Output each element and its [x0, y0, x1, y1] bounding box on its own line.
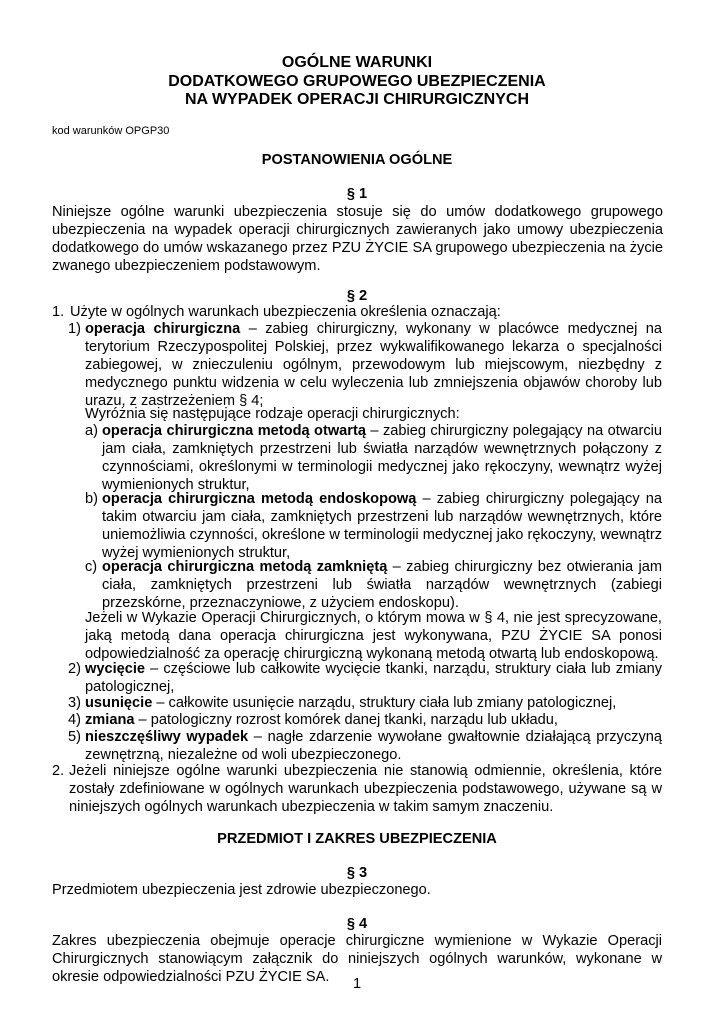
definition-2-body	[85, 660, 662, 696]
definition-4-text: – patologiczny rozrost komórek danej tkanki, narządu lub układu,	[134, 712, 558, 728]
paragraph-1-text: Niniejsze ogólne warunki ubezpieczenia stosuje się do umów dodatkowego grupowego ubezpieczenia na wypadek operacji chirurgicznych zawieranych jako umowy ubezpieczenia dodatkowego do umów wskazanego przez PZU ŻYCIE SA grupowego ubezpieczenia na życie zwanego ubezpieczeniem podstawowym.	[52, 204, 663, 274]
definition-3-number: 3)	[68, 695, 81, 711]
definition-5-body	[85, 728, 662, 764]
type-c-text: – zabieg chirurgiczny bez otwierania jam ciała, zamkniętych przestrzeni lub światła narządów wewnętrznych (zabiegi przezskórne, przeznaczyniowe, z użyciem endoskopu).	[102, 559, 662, 611]
definition-4-term: zmiana	[85, 712, 135, 728]
title-line-1: OGÓLNE WARUNKI	[281, 54, 433, 71]
definition-4-body	[85, 711, 662, 729]
definition-2-term: wycięcie	[85, 661, 146, 677]
definition-3-text: – całkowite usunięcie narządu, struktury ciała lub zmiany patologicznej,	[152, 695, 617, 711]
paragraph-3-text: Przedmiotem ubezpieczenia jest zdrowie ubezpieczonego.	[52, 882, 431, 898]
type-a-term: operacja chirurgiczna metodą otwartą	[102, 423, 366, 439]
definition-3-term: usunięcie	[85, 695, 153, 711]
definition-1-intro: Wyróżnia się następujące rodzaje operacji chirurgicznych:	[85, 406, 460, 422]
type-b-number: b)	[85, 491, 98, 507]
paragraph-1-heading: § 1	[346, 186, 368, 202]
type-c-number: c)	[85, 559, 98, 575]
type-b-term: operacja chirurgiczna metodą endoskopową	[102, 491, 417, 507]
definition-2-text: – częściowe lub całkowite wycięcie tkanki, narządu, struktury ciała lub zmiany patologicznej,	[85, 661, 662, 695]
type-c-body	[102, 558, 662, 612]
section-heading-scope: PRZEDMIOT I ZAKRES UBEZPIECZENIA	[217, 831, 497, 847]
definition-2-number: 2)	[68, 661, 81, 677]
paragraph-4-heading: § 4	[346, 916, 368, 932]
list-item-1-text: Użyte w ogólnych warunkach ubezpieczenia określenia oznaczają:	[70, 304, 501, 320]
title-line-3: NA WYPADEK OPERACJI CHIRURGICZNYCH	[184, 91, 529, 108]
definition-5-text: – nagłe zdarzenie wywołane gwałtownie działającą przyczyną zewnętrzną, niezależne od woli ubezpieczonego.	[85, 729, 662, 763]
paragraph-3-heading: § 3	[346, 865, 368, 881]
section-heading-general: POSTANOWIENIA OGÓLNE	[261, 152, 453, 168]
list-item-2-text: Jeżeli niniejsze ogólne warunki ubezpieczenia nie stanowią odmiennie, określenia, które zostały zdefiniowane w ogólnych warunkach ubezpieczenia podstawowego, używane są w niniejszych ogólnych warunkach ubezpieczenia w takim samym znaczeniu.	[69, 763, 662, 815]
list-item-1-number: 1.	[52, 304, 65, 320]
type-a-body	[102, 422, 662, 494]
page-number: 1	[352, 976, 362, 992]
list-item-2-number: 2.	[52, 763, 65, 779]
definition-5-term: nieszczęśliwy wypadek	[85, 729, 249, 745]
type-a-number: a)	[85, 423, 98, 439]
conditions-code: kod warunków OPGP30	[52, 125, 170, 137]
paragraph-2-heading: § 2	[346, 288, 368, 304]
paragraph-4-text: Zakres ubezpieczenia obejmuje operacje chirurgiczne wymienione w Wykazie Operacji Chirurgicznych stanowiącym załącznik do niniejszych ogólnych warunków, wykonane w okresie odpowiedzialności PZU ŻYCIE SA.	[52, 933, 662, 985]
method-note: Jeżeli w Wykazie Operacji Chirurgicznych, o którym mowa w § 4, nie jest sprecyzowane, jaką metodą dana operacja chirurgiczna jest wykonywana, PZU ŻYCIE SA ponosi odpowiedzialność za operację chirurgiczną wykonaną metodą otwartą lub endoskopową.	[85, 610, 662, 662]
definition-1-text: – zabieg chirurgiczny, wykonany w placówce medycznej na terytorium Rzeczypospolitej Polskiej, przez wykwalifikowanego lekarza o specjalności zabiegowej, w znieczuleniu ogólnym, przewodowym lub miejscowym, niezbędny z medycznego punktu widzenia w celu wyleczenia lub zmniejszenia objawów choroby lub urazu, z zastrzeżeniem § 4;	[85, 321, 662, 409]
type-c-term: operacja chirurgiczna metodą zamkniętą	[102, 559, 388, 575]
title-line-2: DODATKOWEGO GRUPOWEGO UBEZPIECZENIA	[168, 72, 546, 90]
definition-5-number: 5)	[68, 729, 81, 745]
type-b-body	[102, 490, 662, 562]
definition-4-number: 4)	[68, 712, 81, 728]
definition-1-body	[85, 320, 662, 410]
definition-1-number: 1)	[68, 321, 81, 337]
type-b-text: – zabieg chirurgiczny polegający na takim otwarciu jam ciała, zamkniętych przestrzeni lub narządów wewnętrznych, które uniemożliwia czynności, określone w terminologii medycznej jako rękoczyny, wewnątrz wyżej wymienionych struktur,	[102, 491, 663, 561]
definition-3-body	[85, 694, 662, 712]
document-title	[0, 54, 714, 110]
type-a-text: – zabieg chirurgiczny polegający na otwarciu jam ciała, zamkniętych przestrzeni lub światła narządów wewnętrznych połączony z czynnościami, określonymi w terminologii medycznej jako rękoczyny, wewnątrz wyżej wymienionych struktur,	[102, 423, 662, 493]
definition-1-term: operacja chirurgiczna	[85, 321, 241, 337]
